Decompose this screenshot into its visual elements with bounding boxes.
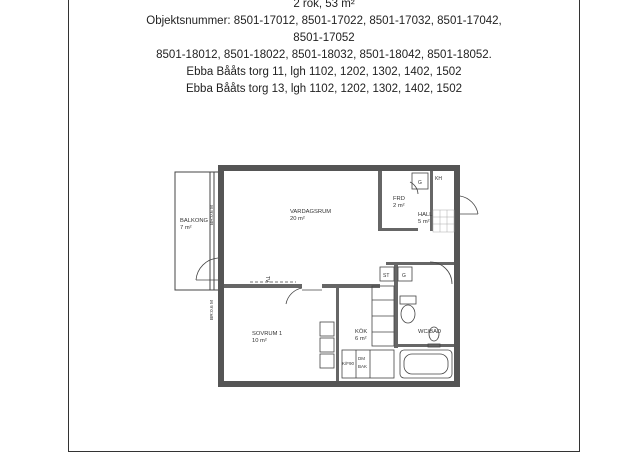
- object-numbers-line-3: 8501-18012, 8501-18022, 8501-18032, 8501-18042, 8501-18052.: [156, 49, 492, 61]
- mark-tv: TV: [264, 276, 270, 283]
- mark-kh: KH: [435, 176, 442, 182]
- room-kok-name: KÖK: [355, 329, 368, 335]
- room-sovrum-name: SOVRUM 1: [252, 331, 283, 337]
- room-balkong-name: BALKONG: [180, 218, 209, 224]
- hall-floor-tiles: [433, 210, 454, 232]
- room-vardagsrum-area: 20 m²: [290, 216, 305, 222]
- object-numbers-line-1: Objektsnummer: 8501-17012, 8501-17022, 8501-17032, 8501-17042,: [146, 15, 502, 27]
- room-balkong-area: 7 m²: [180, 225, 192, 231]
- bathroom-fixtures: [400, 296, 452, 378]
- apartment-size: 2 rok, 53 m²: [293, 0, 355, 10]
- address-line-2: Ebba Bååts torg 13, lgh 1102, 1202, 1302, 1402, 1502: [185, 83, 462, 95]
- address-line-1: Ebba Bååts torg 11, lgh 1102, 1202, 1302, 1402, 1502: [186, 66, 462, 78]
- balcony-door-swing: [196, 258, 218, 280]
- mark-g-hall-2: G: [402, 273, 406, 279]
- object-numbers-line-2: 8501-17052: [293, 32, 355, 44]
- living-door-swing: [286, 288, 302, 304]
- frd-door-swing: [410, 182, 418, 194]
- entrance-door-swing: [460, 196, 478, 214]
- interior-walls: [224, 171, 454, 381]
- mark-br-living: BR:0.6 M: [210, 205, 215, 225]
- mark-disk: DM: [358, 356, 365, 361]
- room-vardagsrum-name: VARDAGSRUM: [290, 209, 332, 215]
- room-frd-area: 2 m²: [393, 203, 405, 209]
- mark-st: ST: [383, 273, 390, 279]
- balcony-outline: [175, 172, 218, 290]
- room-hall-area: 5 m²: [418, 219, 430, 225]
- room-kok-area: 6 m²: [355, 336, 367, 342]
- mark-kfrys: K/F90: [342, 361, 355, 366]
- mark-bak: BAK: [358, 364, 368, 369]
- room-frd-name: FRD: [393, 196, 405, 202]
- mark-g-hall: G: [418, 180, 422, 186]
- mark-br-bedroom: BR:0.6 M: [210, 300, 215, 320]
- room-wcbad-name: WC/BAD: [418, 329, 442, 335]
- room-hall-name: HALL: [418, 212, 433, 218]
- room-sovrum-area: 10 m²: [252, 338, 267, 344]
- bathroom-door-swing: [430, 262, 452, 284]
